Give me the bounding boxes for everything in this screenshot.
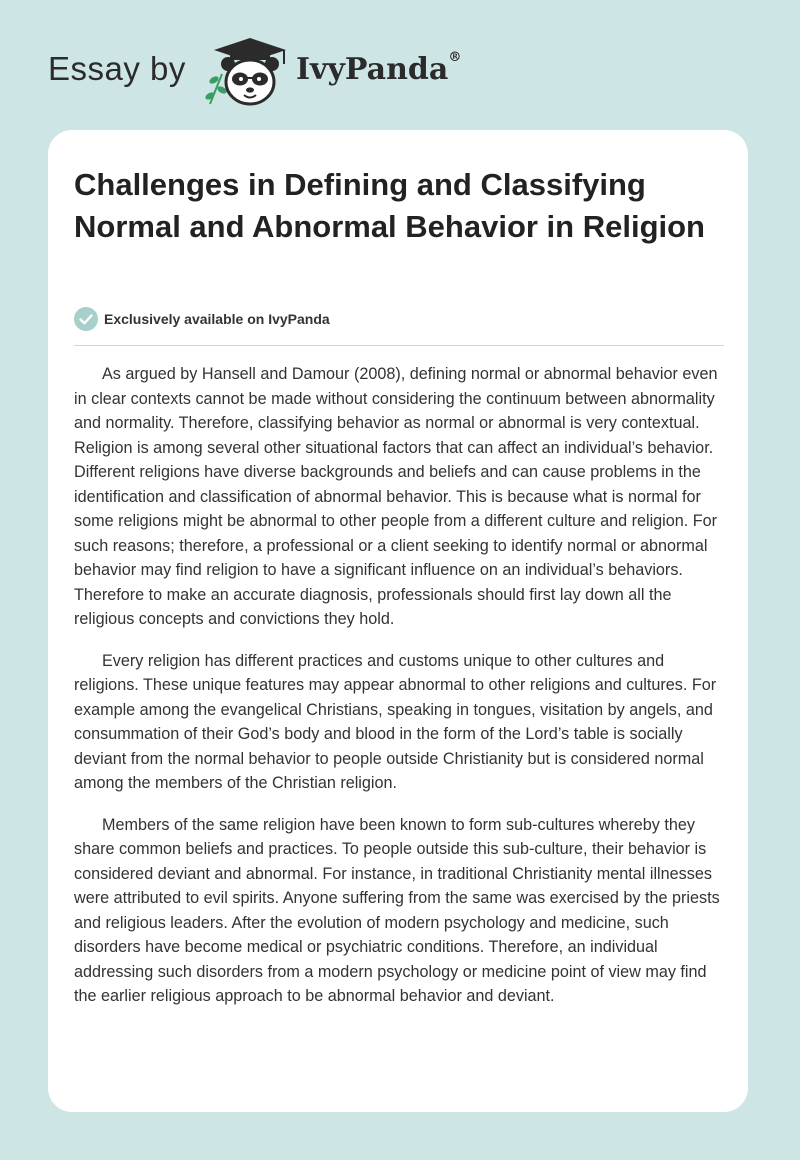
badge-text: Exclusively available on IvyPanda bbox=[104, 311, 330, 327]
panda-logo-icon bbox=[200, 34, 296, 110]
check-circle-icon bbox=[74, 307, 98, 331]
brand-header bbox=[48, 34, 508, 110]
essay-title: Challenges in Defining and Classifying Normal and Abnormal Behavior in Religion bbox=[74, 167, 705, 244]
brand-name: IvyPanda® bbox=[296, 50, 462, 87]
essay-paragraph-2: Every religion has different practices and customs unique to other cultures and religions. These unique features may appear abnormal to other religions and cultures. For example among the evangelical Christians, speaking in tongues, visitation by angels, and consummation of their God’s body and blood in the form of the Lord’s table is socially deviant from the normal behavior to people outside Christianity but is considered normal among the members of the Christian religion. bbox=[74, 651, 717, 792]
essay-card bbox=[48, 130, 748, 1112]
exclusive-badge bbox=[74, 306, 330, 332]
essay-body bbox=[74, 362, 724, 1026]
divider bbox=[74, 345, 724, 346]
essay-paragraph-3: Members of the same religion have been known to form sub-cultures whereby they share common beliefs and practices. To people outside this sub-culture, their behavior is considered deviant and abnormal. For instance, in traditional Christianity mental illnesses were attributed to evil spirits. Anyone suffering from the same was exercised by the priests and religious leaders. After the evolution of modern psychology and medicine, such disorders have become medical or psychiatric conditions. Therefore, an individual addressing such disorders from a modern psychology or medicine point of view may find the earlier religious approach to be abnormal behavior and deviant. bbox=[74, 815, 720, 1005]
essay-paragraph-1: As argued by Hansell and Damour (2008), defining normal or abnormal behavior even in clear contexts cannot be made without considering the continuum between abnormality and normality. Therefore, classifying behavior as normal or abnormal is very contextual. Religion is among several other situational factors that can affect an individual’s behavior. Different religions have diverse backgrounds and beliefs and can cause problems in the identification and classification of abnormal behavior. This is because what is normal for some religions might be abnormal to other people from a different culture and religion. For such reasons; therefore, a professional or a client seeking to identify normal or abnormal behavior may find religion to have a significant influence on an individual’s behaviors. Therefore to make an accurate diagnosis, professionals should first lay down all the religious concepts and convictions they hold. bbox=[74, 365, 718, 628]
brand-prefix: Essay by bbox=[48, 50, 186, 87]
